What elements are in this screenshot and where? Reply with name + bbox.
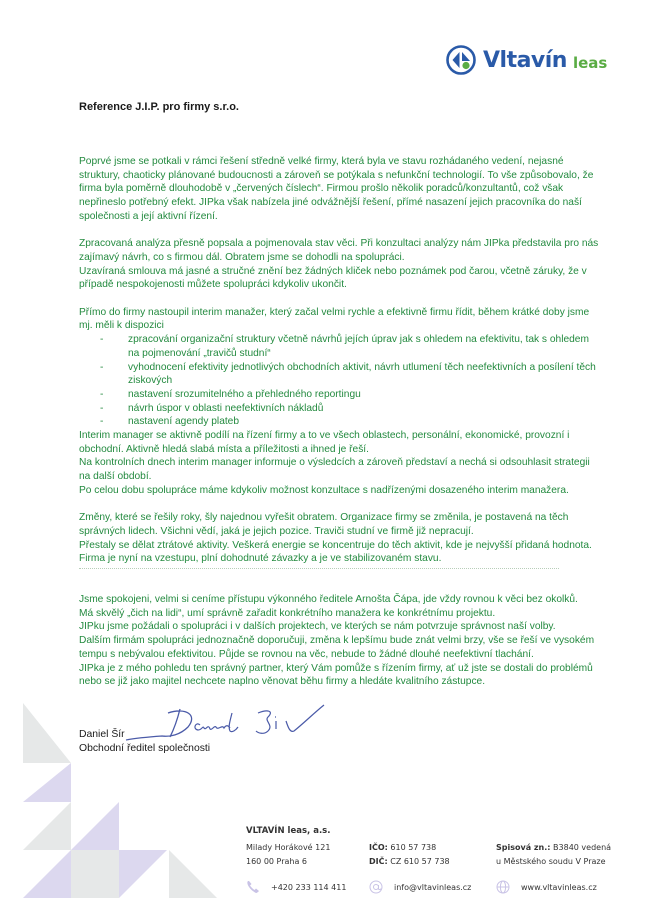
- paragraph: Uzavíraná smlouva má jasné a stručné znění bez žádných kliček nebo poznámek pod čarou, včetně záruky, že v případě nespokojenosti můžete spolupráci kdykoliv ukončit.: [79, 265, 587, 291]
- ico-value: 610 57 738: [387, 843, 437, 852]
- footer-street: Milady Horákové 121: [246, 843, 331, 852]
- letter-body: [79, 155, 599, 689]
- globe-icon: [496, 880, 510, 894]
- deco-triangle: [23, 763, 71, 802]
- paragraph: Přímo do firmy nastoupil interim manažer, který začal velmi rychle a efektivně firmu řídit, během krátké doby jsme mj. měli k dispozici: [79, 306, 590, 332]
- logo-suffix: leas: [572, 54, 608, 72]
- footer-company: VLTAVÍN leas, a.s.: [246, 826, 331, 836]
- paragraph: Jsme spokojeni, velmi si ceníme přístupu výkonného ředitele Arnošta Čápa, jde vždy rovnou k věci bez okolků.: [79, 594, 578, 606]
- signer-title: Obchodní ředitel společnosti: [79, 743, 211, 754]
- deco-triangle: [169, 850, 217, 898]
- bullet-list: [79, 333, 599, 429]
- footer-registration: [496, 841, 611, 869]
- paragraph: Zpracovaná analýza přesně popsala a pojmenovala stav věci. Při konzultaci analýzy nám JIPka představila pro nás zajímavý návrh, co s firmou dál. Obratem jsme se dohodli na spolupráci.: [79, 238, 599, 263]
- logo-name: Vltavín: [483, 47, 567, 73]
- company-logo: [445, 43, 607, 77]
- footer-dic: [369, 855, 450, 869]
- signer-name: Daniel Šír: [79, 729, 125, 740]
- paragraph: Změny, které se řešily roky, šly najednou vyřešit obratem. Organizace firmy se změnila, je postavená na těch správných lidech. Všichni vědí, jaká je jejich pozice. Traviči studní ve firmě již nepracují.: [79, 512, 569, 537]
- website-url[interactable]: www.vltavinleas.cz: [521, 882, 597, 892]
- deco-triangle: [71, 802, 119, 850]
- footer-email[interactable]: [369, 880, 471, 894]
- paragraph: Firma je nyní na vzestupu, plní dohodnuté závazky a je ve stabilizovaném stavu.: [79, 553, 442, 565]
- dic-value: CZ 610 57 738: [387, 857, 450, 866]
- dic-label: DIČ:: [369, 857, 388, 866]
- paragraph: Po celou dobu spolupráce máme kdykoliv možnost konzultace s nadřízenými dosazeného interim manažera.: [79, 484, 569, 496]
- list-item: - zpracování organizační struktury včetně návrhů jejích úprav jak s ohledem na efektivitu, tak s ohledem na pojmenování „travičů studní“: [79, 333, 599, 360]
- phone-number[interactable]: +420 233 114 411: [271, 882, 347, 892]
- at-sign-icon: [369, 880, 383, 894]
- deco-triangle: [23, 850, 71, 898]
- paragraph: Poprvé jsme se potkali v rámci řešení středně velké firmy, která byla ve stavu rozhádaného vedení, nejasné struktury, chaoticky plánované budoucnosti a zároveň se potýkala s nefunkční technologií. To vše způsobovalo, že firma byla poměrně dlouhodobě v „červených číslech“. Firmou prošlo několik poradců/konzultantů, což však nepřineslo potřebný efekt. JIPka však nabízela jiné odvážnější řešení, přímé nasazení jejich pracovníka do naší společnosti a její aktivní řízení.: [79, 156, 594, 222]
- list-item: - vyhodnocení efektivity jednotlivých obchodních aktivit, návrh utlumení těch neefektivních a posílení těch ziskových: [79, 361, 599, 388]
- paragraph: JIPka je z mého pohledu ten správný partner, který Vám pomůže s řízením firmy, ať už jste se dostali do problémů nebo se již jako majitel nechcete naplno věnovat běhu firmy a hledáte kvalitního zástupce.: [79, 662, 593, 688]
- document-title: Reference J.I.P. pro firmy s.r.o.: [79, 101, 239, 113]
- footer-city: 160 00 Praha 6: [246, 857, 308, 866]
- list-item: - návrh úspor v oblasti neefektivních nákladů: [79, 402, 599, 416]
- ico-label: IČO:: [369, 843, 388, 852]
- vltavin-logo-icon: [445, 44, 477, 76]
- reg-label: Spisová zn.:: [496, 843, 551, 852]
- footer-address: [246, 841, 330, 869]
- paragraph: JIPku jsme požádali o spolupráci i v dalších projektech, ve kterých se nám potvrzuje správnost naší volby.: [79, 621, 556, 633]
- footer-ids: [369, 841, 450, 869]
- paragraph: Interim manager se aktivně podílí na řízení firmy a to ve všech oblastech, personální, ekonomické, provozní i obchodní. Aktivně hledá slabá místa a příležitosti a ihned je řeší.: [79, 430, 570, 455]
- paragraph: Má skvělý „čich na lidi“, umí správně zařadit konkrétního manažera ke konkrétnímu projektu.: [79, 607, 496, 619]
- footer-web[interactable]: [496, 880, 597, 894]
- signature-block: [79, 728, 210, 756]
- reg-value: B3840 vedená: [550, 843, 612, 852]
- deco-triangle: [119, 850, 167, 898]
- phone-icon: [246, 880, 260, 894]
- footer-ico: [369, 841, 450, 855]
- footer-phone[interactable]: [246, 880, 346, 894]
- deco-square: [71, 850, 119, 898]
- deco-triangle: [23, 802, 71, 850]
- list-item: - nastavení srozumitelného a přehledného reportingu: [79, 388, 599, 402]
- cut-off-line: [79, 568, 559, 575]
- paragraph: Dalším firmám spolupráci jednoznačně doporučuji, změna k lepšímu bude znát velmi brzy, vše se řeší ve vysokém tempu s nebývalou efektivitou. Půjde se rovnou na věc, nebude to žádné dlouhé neefektivní tlachání.: [79, 635, 595, 660]
- reg-court: u Městského soudu V Praze: [496, 857, 606, 866]
- email-address[interactable]: info@vltavinleas.cz: [394, 882, 472, 892]
- paragraph: Na kontrolních dnech interim manager informuje o výsledcích a zároveň představí a nechá si odsouhlasit strategii na další období.: [79, 457, 590, 483]
- list-item: - nastavení agendy plateb: [79, 415, 599, 429]
- deco-triangle: [23, 703, 71, 763]
- paragraph: Přestaly se dělat ztrátové aktivity. Veškerá energie se koncentruje do těch aktivit, kde je nejvyšší přidaná hodnota.: [79, 539, 592, 551]
